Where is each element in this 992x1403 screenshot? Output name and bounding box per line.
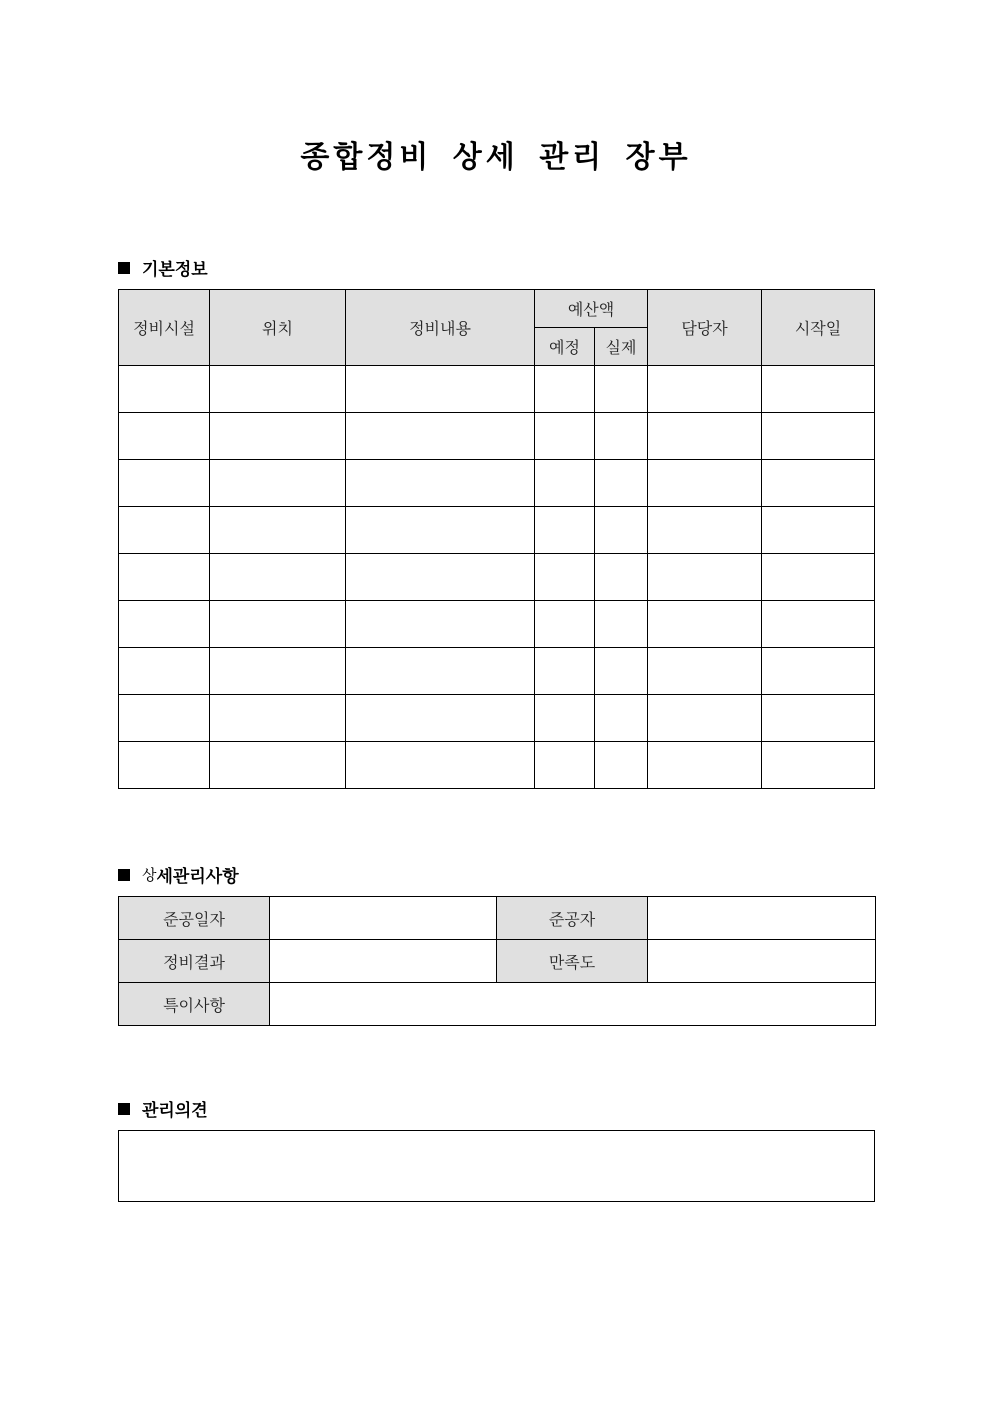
- detail-heading-first-char: 상: [142, 866, 157, 884]
- table-cell[interactable]: [210, 366, 346, 413]
- contractor-field[interactable]: [648, 897, 876, 940]
- header-manager: 담당자: [648, 290, 762, 366]
- table-cell[interactable]: [119, 460, 210, 507]
- table-cell[interactable]: [535, 742, 595, 789]
- opinion-box[interactable]: [118, 1130, 875, 1202]
- table-cell[interactable]: [648, 460, 762, 507]
- table-cell[interactable]: [595, 695, 648, 742]
- result-label: 정비결과: [119, 940, 270, 983]
- notes-field[interactable]: [270, 983, 876, 1026]
- table-cell[interactable]: [595, 601, 648, 648]
- header-budget-planned: 예정: [535, 328, 595, 366]
- opinion-heading: [118, 1096, 208, 1121]
- table-cell[interactable]: [535, 507, 595, 554]
- table-cell[interactable]: [119, 648, 210, 695]
- completion-date-field[interactable]: [270, 897, 497, 940]
- table-cell[interactable]: [535, 460, 595, 507]
- table-cell[interactable]: [762, 507, 875, 554]
- table-row: [119, 648, 875, 695]
- table-cell[interactable]: [346, 460, 535, 507]
- header-location: 위치: [210, 290, 346, 366]
- satisfaction-label: 만족도: [497, 940, 648, 983]
- document-title: 종합정비 상세 관리 장부: [300, 140, 692, 175]
- table-row: [119, 507, 875, 554]
- table-cell[interactable]: [648, 742, 762, 789]
- header-budget-actual: 실제: [595, 328, 648, 366]
- table-row: [119, 742, 875, 789]
- table-cell[interactable]: [210, 601, 346, 648]
- basic-info-heading: [118, 255, 208, 280]
- table-cell[interactable]: [595, 554, 648, 601]
- table-cell[interactable]: [762, 601, 875, 648]
- table-cell[interactable]: [210, 460, 346, 507]
- table-cell[interactable]: [119, 554, 210, 601]
- table-cell[interactable]: [762, 648, 875, 695]
- table-cell[interactable]: [535, 366, 595, 413]
- table-cell[interactable]: [210, 554, 346, 601]
- square-bullet-icon: [118, 262, 130, 274]
- header-budget: 예산액: [535, 290, 648, 328]
- table-cell[interactable]: [648, 366, 762, 413]
- table-cell[interactable]: [648, 507, 762, 554]
- square-bullet-icon: [118, 1103, 130, 1115]
- table-cell[interactable]: [210, 507, 346, 554]
- table-cell[interactable]: [648, 413, 762, 460]
- detail-heading-text: 세관리사항: [156, 867, 239, 887]
- basic-info-heading-text: 기본정보: [142, 260, 208, 280]
- table-cell[interactable]: [595, 507, 648, 554]
- table-row: [119, 695, 875, 742]
- table-cell[interactable]: [346, 648, 535, 695]
- header-start-date: 시작일: [762, 290, 875, 366]
- square-bullet-icon: [118, 869, 130, 881]
- table-cell[interactable]: [762, 460, 875, 507]
- header-facility: 정비시설: [119, 290, 210, 366]
- table-cell[interactable]: [535, 413, 595, 460]
- table-cell[interactable]: [648, 601, 762, 648]
- table-cell[interactable]: [119, 601, 210, 648]
- table-cell[interactable]: [346, 554, 535, 601]
- table-cell[interactable]: [346, 601, 535, 648]
- table-cell[interactable]: [648, 695, 762, 742]
- contractor-label: 준공자: [497, 897, 648, 940]
- notes-label: 특이사항: [119, 983, 270, 1026]
- basic-info-table: [118, 289, 875, 789]
- table-cell[interactable]: [762, 366, 875, 413]
- completion-date-label: 준공일자: [119, 897, 270, 940]
- table-cell[interactable]: [119, 366, 210, 413]
- header-content: 정비내용: [346, 290, 535, 366]
- table-cell[interactable]: [762, 554, 875, 601]
- table-cell[interactable]: [535, 601, 595, 648]
- table-cell[interactable]: [119, 742, 210, 789]
- table-cell[interactable]: [595, 648, 648, 695]
- detail-table: [118, 896, 876, 1026]
- table-cell[interactable]: [762, 413, 875, 460]
- table-cell[interactable]: [595, 366, 648, 413]
- table-cell[interactable]: [648, 554, 762, 601]
- table-row: [119, 601, 875, 648]
- table-cell[interactable]: [210, 648, 346, 695]
- table-row: [119, 413, 875, 460]
- satisfaction-field[interactable]: [648, 940, 876, 983]
- table-row: [119, 366, 875, 413]
- table-cell[interactable]: [119, 695, 210, 742]
- table-cell[interactable]: [595, 413, 648, 460]
- table-cell[interactable]: [210, 413, 346, 460]
- table-cell[interactable]: [346, 507, 535, 554]
- table-cell[interactable]: [346, 695, 535, 742]
- detail-heading: [118, 862, 239, 887]
- opinion-heading-text: 관리의견: [142, 1101, 208, 1121]
- table-cell[interactable]: [595, 742, 648, 789]
- table-cell[interactable]: [119, 413, 210, 460]
- table-cell[interactable]: [762, 742, 875, 789]
- table-cell[interactable]: [535, 648, 595, 695]
- table-row: [119, 460, 875, 507]
- table-cell[interactable]: [762, 695, 875, 742]
- table-cell[interactable]: [535, 695, 595, 742]
- result-field[interactable]: [270, 940, 497, 983]
- table-cell[interactable]: [119, 507, 210, 554]
- table-cell[interactable]: [346, 742, 535, 789]
- table-cell[interactable]: [346, 413, 535, 460]
- table-cell[interactable]: [648, 648, 762, 695]
- table-cell[interactable]: [595, 460, 648, 507]
- table-cell[interactable]: [346, 366, 535, 413]
- table-row: [119, 554, 875, 601]
- table-cell[interactable]: [210, 695, 346, 742]
- table-cell[interactable]: [210, 742, 346, 789]
- table-cell[interactable]: [535, 554, 595, 601]
